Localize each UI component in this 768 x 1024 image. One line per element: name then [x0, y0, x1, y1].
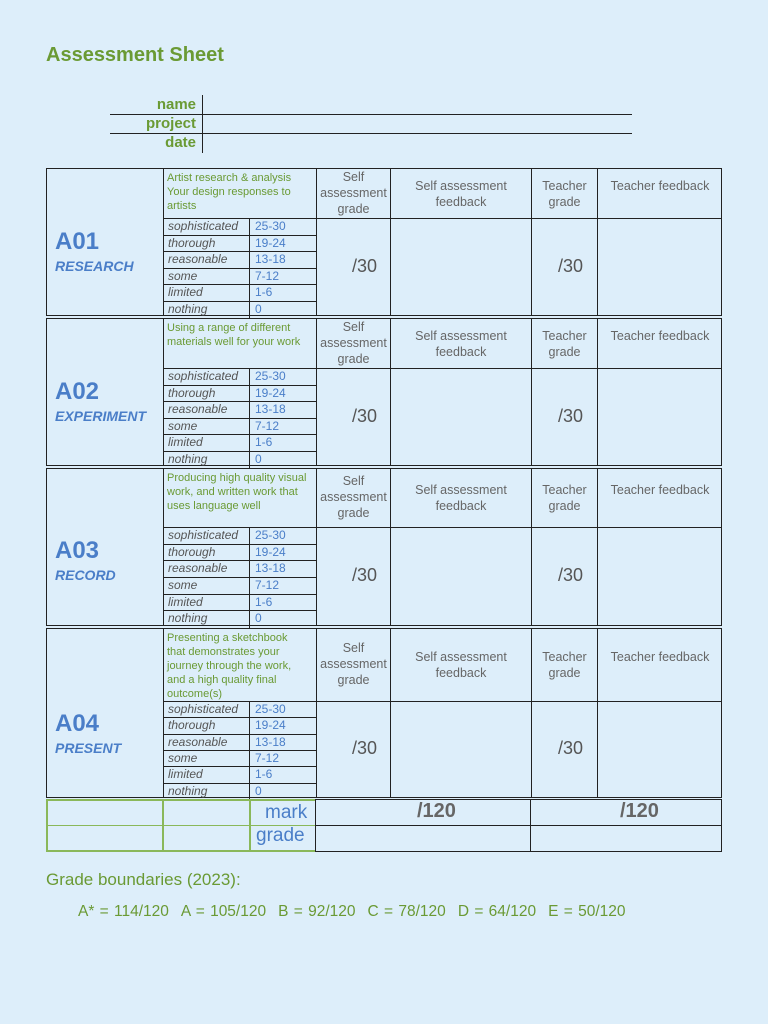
rubric-divider	[249, 369, 250, 386]
self-feedback-cell[interactable]	[391, 369, 531, 465]
self-grade-header: Self assessment grade	[320, 169, 387, 216]
self-grade-header: Self assessment grade	[320, 319, 387, 366]
teacher-feedback-header: Teacher feedback	[610, 650, 710, 664]
rubric-range: 1-6	[255, 435, 273, 449]
self-total: /120	[417, 800, 456, 822]
section-code: A04	[55, 710, 100, 737]
teacher-grade-cell[interactable]	[532, 369, 597, 465]
teacher-grade-header: Teacher grade	[542, 650, 587, 680]
rubric-level: nothing	[168, 301, 208, 316]
name-label: name	[156, 96, 196, 113]
teacher-feedback-cell[interactable]	[598, 369, 722, 465]
rubric-divider	[249, 718, 250, 734]
date-label: date	[165, 134, 196, 151]
rubric-divider	[249, 236, 250, 253]
rubric-level: thorough	[168, 544, 216, 559]
teacher-total: /120	[620, 800, 659, 822]
rubric-divider	[249, 751, 250, 767]
self-feedback-header: Self assessment feedback	[415, 650, 507, 680]
rubric-row	[163, 783, 317, 799]
self-grade-cell[interactable]	[317, 369, 390, 465]
rubric-range: 1-6	[255, 594, 273, 609]
rubric-row	[163, 527, 317, 544]
rubric-range: 13-18	[255, 252, 286, 266]
rubric-range: 0	[255, 451, 262, 466]
self-grade-header: Self assessment grade	[320, 641, 387, 687]
self-feedback-header: Self assessment feedback	[415, 328, 507, 359]
rubric-range: 25-30	[255, 219, 286, 233]
grade-boundary-item: A = 105/120	[180, 903, 267, 920]
section-description: Artist research & analysis Your design responses to artists	[167, 172, 292, 212]
teacher-feedback-header: Teacher feedback	[610, 328, 710, 343]
rubric-row	[163, 451, 317, 468]
teacher-score: /30	[558, 255, 584, 276]
rubric-range: 1-6	[255, 285, 273, 299]
rubric-divider	[249, 702, 250, 718]
grade-boundaries-list	[78, 903, 638, 921]
rubric-level: reasonable	[168, 734, 228, 749]
section-code: A03	[55, 537, 100, 564]
self-feedback-header: Self assessment feedback	[415, 178, 507, 209]
rubric-range: 0	[255, 301, 262, 316]
project-field[interactable]	[110, 114, 632, 134]
rubric-range: 13-18	[255, 561, 286, 576]
self-grade-cell[interactable]	[317, 219, 390, 315]
mark-label: mark	[265, 802, 308, 823]
self-score: /30	[352, 738, 378, 758]
rubric-row	[163, 418, 317, 435]
rubric-divider	[249, 784, 250, 800]
rubric-row	[163, 235, 317, 252]
rubric-row	[163, 750, 317, 766]
rubric-level: nothing	[168, 783, 208, 798]
teacher-grade-header: Teacher grade	[542, 483, 587, 513]
teacher-feedback-cell[interactable]	[598, 528, 722, 625]
rubric-level: limited	[168, 285, 203, 299]
rubric-divider	[249, 285, 250, 302]
self-feedback-header: Self assessment feedback	[415, 483, 507, 513]
section-name: PRESENT	[55, 740, 122, 756]
section-a01	[46, 168, 722, 316]
totals-blank-4	[162, 825, 249, 852]
teacher-feedback-cell[interactable]	[598, 702, 722, 797]
section-code: A02	[55, 377, 100, 405]
section-description: Using a range of different materials well for your work	[167, 322, 301, 348]
grade-boundary-item: A* = 114/120	[78, 903, 169, 920]
rubric-level: thorough	[168, 718, 216, 733]
rubric-row	[163, 301, 317, 318]
totals-blank-1	[46, 799, 162, 826]
rubric-divider	[249, 435, 250, 452]
rubric-level: sophisticated	[168, 702, 239, 716]
rubric-row	[163, 560, 317, 577]
totals-blank-2	[162, 799, 249, 826]
mark-label-cell	[249, 799, 315, 826]
section-a03	[46, 468, 722, 626]
rubric-range: 7-12	[255, 751, 280, 765]
grade-boundary-item: D = 64/120	[457, 903, 537, 920]
self-feedback-cell[interactable]	[391, 219, 531, 315]
rubric-divider	[249, 595, 250, 612]
rubric-row	[163, 434, 317, 451]
name-field[interactable]	[110, 95, 632, 115]
teacher-score: /30	[558, 405, 584, 426]
rubric-row	[163, 610, 317, 627]
rubric-range: 19-24	[255, 718, 286, 733]
rubric-range: 25-30	[255, 528, 286, 542]
teacher-grade-cell[interactable]	[532, 219, 597, 315]
rubric-row	[163, 218, 317, 235]
rubric-divider	[249, 402, 250, 419]
rubric-divider	[249, 386, 250, 403]
rubric-row	[163, 368, 317, 385]
self-grade-total-cell[interactable]	[315, 825, 531, 852]
rubric-range: 25-30	[255, 369, 286, 383]
totals-row	[46, 799, 722, 852]
teacher-grade-header: Teacher grade	[542, 328, 587, 359]
rubric-level: thorough	[168, 235, 216, 250]
rubric-divider	[249, 219, 250, 236]
section-description: Presenting a sketchbook that demonstrates your journey through the work, and a high quality final outcome(s)	[167, 632, 292, 700]
rubric-level: limited	[168, 594, 203, 609]
rubric-divider	[249, 302, 250, 319]
rubric-divider	[249, 269, 250, 286]
teacher-feedback-header: Teacher feedback	[610, 178, 710, 193]
teacher-feedback-cell[interactable]	[598, 219, 722, 315]
self-score: /30	[352, 565, 378, 585]
rubric-divider	[249, 561, 250, 578]
rubric-divider	[249, 528, 250, 545]
self-score: /30	[352, 255, 378, 276]
rubric-divider	[249, 452, 250, 469]
rubric-range: 0	[255, 611, 262, 626]
self-grade-header: Self assessment grade	[320, 474, 387, 520]
rubric-level: limited	[168, 435, 203, 449]
rubric-level: sophisticated	[168, 528, 239, 542]
rubric-row	[163, 734, 317, 750]
grade-boundary-item: B = 92/120	[278, 903, 356, 920]
rubric-divider	[249, 767, 250, 783]
rubric-divider	[249, 578, 250, 595]
teacher-feedback-header: Teacher feedback	[610, 483, 710, 497]
teacher-grade-total-cell[interactable]	[530, 825, 722, 852]
self-grade-cell[interactable]	[317, 702, 390, 797]
section-a04	[46, 628, 722, 798]
section-name: RECORD	[55, 567, 116, 583]
rubric-range: 13-18	[255, 402, 286, 416]
rubric-level: reasonable	[168, 252, 228, 266]
section-description: Producing high quality visual work, and written work that uses language well	[167, 472, 307, 512]
rubric-row	[163, 717, 317, 733]
page-title: Assessment Sheet	[46, 44, 224, 66]
rubric-level: limited	[168, 767, 203, 782]
rubric-range: 7-12	[255, 578, 280, 592]
rubric-level: some	[168, 268, 198, 283]
rubric-divider	[249, 545, 250, 562]
rubric-row	[163, 251, 317, 268]
rubric-range: 7-12	[255, 418, 280, 433]
rubric-level: sophisticated	[168, 369, 239, 383]
teacher-grade-header: Teacher grade	[542, 178, 587, 209]
teacher-score: /30	[558, 738, 584, 758]
section-name: RESEARCH	[55, 257, 134, 274]
rubric-row	[163, 594, 317, 611]
rubric-range: 1-6	[255, 767, 273, 782]
rubric-level: nothing	[168, 611, 208, 626]
rubric-level: nothing	[168, 451, 208, 466]
rubric-row	[163, 544, 317, 561]
meta-divider	[202, 95, 203, 153]
rubric-row	[163, 401, 317, 418]
rubric-divider	[249, 611, 250, 628]
rubric-range: 19-24	[255, 235, 286, 250]
rubric-level: thorough	[168, 385, 216, 400]
teacher-grade-cell[interactable]	[532, 528, 597, 625]
rubric-range: 13-18	[255, 734, 286, 749]
teacher-score: /30	[558, 565, 584, 585]
section-a02	[46, 318, 722, 466]
rubric-divider	[249, 419, 250, 436]
rubric-row	[163, 284, 317, 301]
rubric-level: reasonable	[168, 402, 228, 416]
self-feedback-cell[interactable]	[391, 702, 531, 797]
rubric-level: some	[168, 578, 198, 592]
rubric-row	[163, 385, 317, 402]
date-field[interactable]	[110, 133, 632, 152]
self-score: /30	[352, 405, 378, 426]
rubric-level: reasonable	[168, 561, 228, 576]
self-feedback-cell[interactable]	[391, 528, 531, 625]
rubric-row	[163, 577, 317, 594]
rubric-level: sophisticated	[168, 219, 239, 233]
rubric-row	[163, 701, 317, 717]
teacher-total-cell[interactable]	[530, 799, 722, 826]
rubric-range: 7-12	[255, 268, 280, 283]
totals-blank-3	[46, 825, 162, 852]
grade-boundary-item: C = 78/120	[367, 903, 446, 920]
rubric-level: some	[168, 418, 198, 433]
rubric-divider	[249, 735, 250, 751]
self-total-cell[interactable]	[315, 799, 531, 826]
rubric-level: some	[168, 751, 198, 765]
rubric-range: 0	[255, 783, 262, 798]
self-grade-cell[interactable]	[317, 528, 390, 625]
rubric-row	[163, 268, 317, 285]
grade-label-cell	[249, 825, 315, 852]
project-label: project	[145, 115, 196, 132]
rubric-divider	[249, 252, 250, 269]
rubric-range: 25-30	[255, 702, 286, 716]
grade-label: grade	[256, 825, 305, 846]
grade-boundary-item: E = 50/120	[548, 903, 626, 920]
rubric-range: 19-24	[255, 544, 286, 559]
rubric-range: 19-24	[255, 385, 286, 400]
section-code: A01	[55, 227, 100, 255]
teacher-grade-cell[interactable]	[532, 702, 597, 797]
grade-boundaries-title: Grade boundaries (2023):	[46, 870, 241, 889]
rubric-row	[163, 766, 317, 782]
section-name: EXPERIMENT	[55, 407, 147, 424]
